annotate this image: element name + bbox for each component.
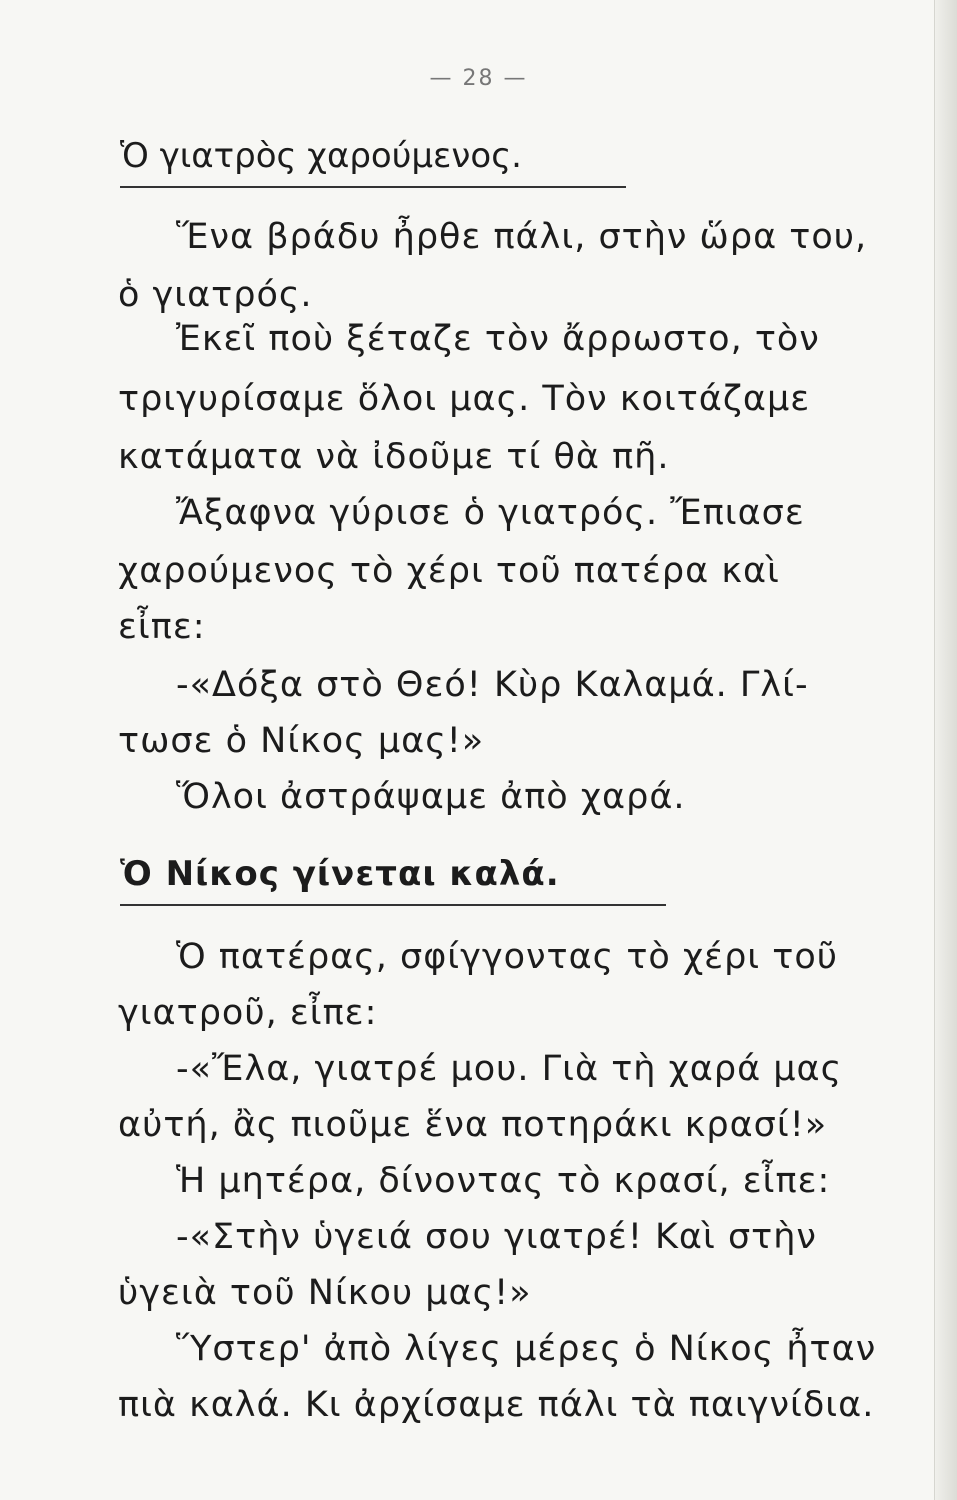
section-heading-nikos-recovers: Ὁ Νίκος γίνεται καλά. <box>120 852 666 906</box>
text-line: κατάματα νὰ ἰδοῦμε τί θὰ πῆ. <box>118 437 670 477</box>
text-line: ὁ γιατρός. <box>118 275 313 315</box>
text-line: Ὅλοι ἀστράψαμε ἀπὸ χαρά. <box>176 777 686 817</box>
text-line: Ἡ μητέρα, δίνοντας τὸ κρασί, εἶπε: <box>176 1161 831 1201</box>
text-line: Ὁ πατέρας, σφίγγοντας τὸ χέρι τοῦ <box>176 937 839 977</box>
text-line: -«Ἔλα, γιατρέ μου. Γιὰ τὴ χαρά μας <box>176 1049 843 1089</box>
text-line: Ἐκεῖ ποὺ ξέταζε τὸν ἄρρωστο, τὸν <box>176 319 820 359</box>
text-line: Ὕστερ' ἀπὸ λίγες μέρες ὁ Νίκος ἦταν <box>176 1329 877 1369</box>
text-line: πιὰ καλά. Κι ἀρχίσαμε πάλι τὰ παιγνίδια. <box>118 1385 875 1425</box>
text-line: γιατροῦ, εἶπε: <box>118 993 378 1033</box>
text-line: Ἄξαφνα γύρισε ὁ γιατρός. Ἔπιασε <box>176 493 805 533</box>
text-line: τριγυρίσαμε ὅλοι μας. Τὸν κοιτάζαμε <box>118 379 811 419</box>
text-line: Ἕνα βράδυ ἦρθε πάλι, στὴν ὥρα του, <box>176 217 868 257</box>
text-line: χαρούμενος τὸ χέρι τοῦ πατέρα καὶ <box>118 551 780 591</box>
text-line: εἶπε: <box>118 607 206 647</box>
text-line: -«Στὴν ὑγειά σου γιατρέ! Καὶ στὴν <box>176 1217 817 1257</box>
text-line: ὑγειὰ τοῦ Νίκου μας!» <box>118 1273 532 1313</box>
text-line: αὐτή, ἂς πιοῦμε ἕνα ποτηράκι κρασί!» <box>118 1105 828 1145</box>
section-heading-doctor-happy: Ὁ γιατρὸς χαρούμενος. <box>120 134 626 188</box>
page-edge <box>934 0 957 1500</box>
page-number: — 28 — <box>429 66 528 91</box>
text-line: τωσε ὁ Νίκος μας!» <box>118 721 485 761</box>
text-line: -«Δόξα στὸ Θεό! Κὺρ Καλαμά. Γλί- <box>176 665 809 705</box>
